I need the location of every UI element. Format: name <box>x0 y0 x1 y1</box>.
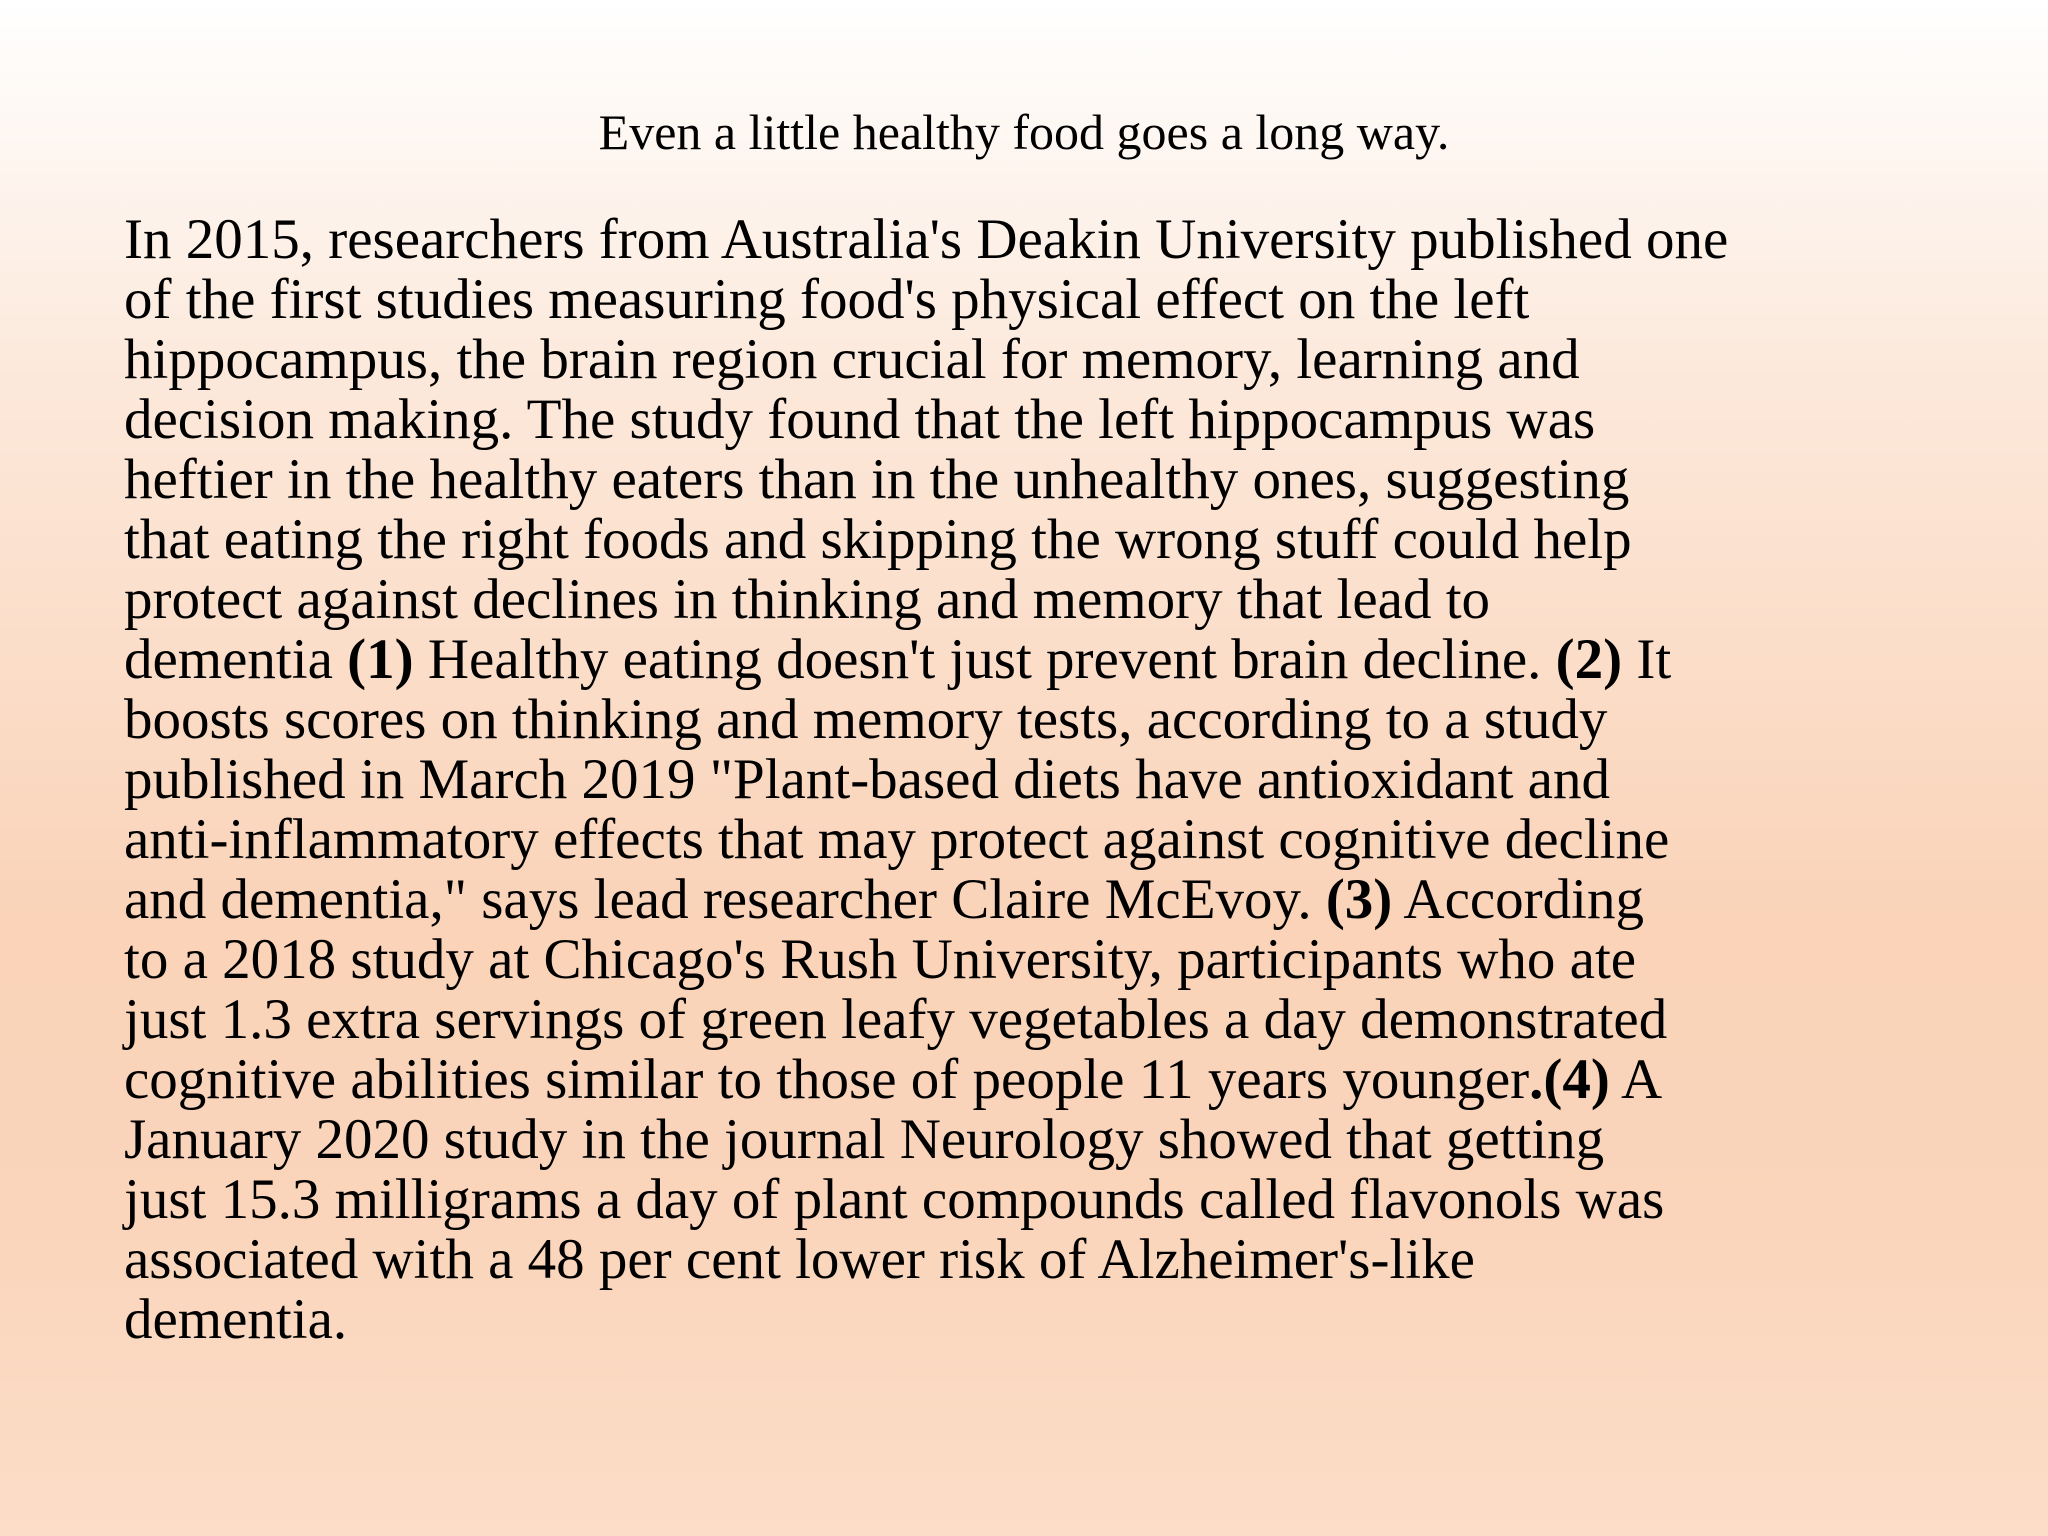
body-text-run: It <box>1622 628 1672 691</box>
reference-marker: (2) <box>1555 628 1623 691</box>
body-line <box>124 628 1988 691</box>
body-line <box>124 388 1988 451</box>
body-text-run: dementia. <box>124 1288 348 1351</box>
body-line <box>124 448 1988 511</box>
body-text-run: boosts scores on thinking and memory tests, according to a study <box>124 688 1608 751</box>
body-text-run: protect against declines in thinking and memory that lead to <box>124 568 1491 631</box>
body-text-run: dementia <box>124 628 348 691</box>
body-line <box>124 1108 1988 1171</box>
slide-title: Even a little healthy food goes a long way. <box>598 104 1450 160</box>
body-line <box>124 1168 1988 1231</box>
body-line <box>124 1288 1988 1351</box>
body-text-run: just 1.3 extra servings of green leafy vegetables a day demonstrated <box>124 988 1668 1051</box>
body-line <box>124 208 1988 271</box>
body-text-run: to a 2018 study at Chicago's Rush University, participants who ate <box>124 928 1637 991</box>
body-text-run: associated with a 48 per cent lower risk of Alzheimer's-like <box>124 1228 1475 1291</box>
body-line <box>124 808 1988 871</box>
body-line <box>124 568 1988 631</box>
body-paragraph <box>124 210 1988 1350</box>
body-line <box>124 868 1988 931</box>
reference-marker: .(4) <box>1529 1048 1610 1111</box>
body-line <box>124 748 1988 811</box>
body-text-run: of the first studies measuring food's physical effect on the left <box>124 268 1530 331</box>
body-text-run: anti-inflammatory effects that may protect against cognitive decline <box>124 808 1670 871</box>
body-text-run: published in March 2019 "Plant-based diets have antioxidant and <box>124 748 1610 811</box>
body-text-run: In 2015, researchers from Australia's Deakin University published one <box>124 208 1729 271</box>
body-line <box>124 1048 1988 1111</box>
body-text-run: hippocampus, the brain region crucial for memory, learning and <box>124 328 1580 391</box>
body-line <box>124 508 1988 571</box>
body-text-run: decision making. The study found that the left hippocampus was <box>124 388 1596 451</box>
body-line <box>124 928 1988 991</box>
body-text-run: just 15.3 milligrams a day of plant compounds called flavonols was <box>124 1168 1665 1231</box>
body-line <box>124 1228 1988 1291</box>
body-line <box>124 688 1988 751</box>
reference-marker: (3) <box>1325 868 1393 931</box>
body-text-run: Healthy eating doesn't just prevent brain decline. <box>413 628 1556 691</box>
body-text-run: According <box>1392 868 1644 931</box>
reference-marker: (1) <box>347 628 414 691</box>
body-text-run: heftier in the healthy eaters than in the unhealthy ones, suggesting <box>124 448 1630 511</box>
body-text-run: A <box>1609 1048 1663 1111</box>
body-line <box>124 328 1988 391</box>
body-text-run: and dementia," says lead researcher Claire McEvoy. <box>124 868 1326 931</box>
body-text-run: cognitive abilities similar to those of people 11 years younger <box>124 1048 1530 1111</box>
body-line <box>124 268 1988 331</box>
body-text-run: that eating the right foods and skipping the wrong stuff could help <box>124 508 1632 571</box>
body-text-run: January 2020 study in the journal Neurology showed that getting <box>124 1108 1605 1171</box>
body-line <box>124 988 1988 1051</box>
